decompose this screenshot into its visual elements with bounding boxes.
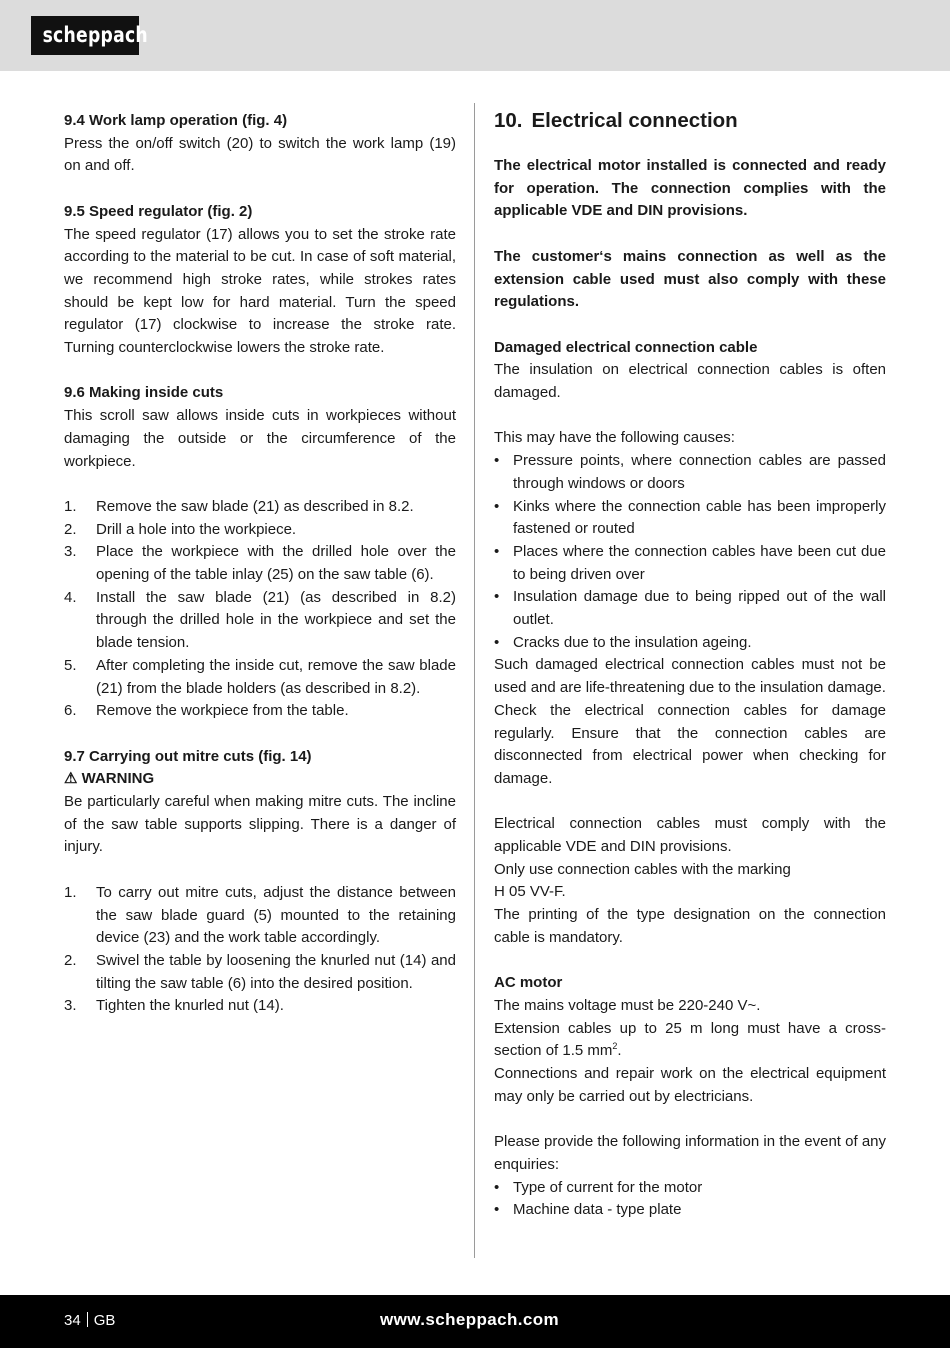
list-item: 1. Remove the saw blade (21) as described in 8.2. [64,497,414,515]
section-title-10: 10. Electrical connection [494,109,738,132]
damaged-cable-text-3: Check the electrical connection cables for damage regularly. Ensure that the connection cables are disconnected from electrical power when checking for damage. [494,701,886,787]
left-column [64,110,456,1018]
intro-paragraph-1: The electrical motor installed is connected and ready for operation. The connection complies with the applicable VDE and DIN provisions. [494,157,886,220]
section-heading-9-4: 9.4 Work lamp operation (fig. 4) [64,112,288,129]
section-heading-9-6: 9.6 Making inside cuts [64,384,224,402]
list-item: 2. Drill a hole into the workpiece. [64,520,297,538]
column-divider [474,103,475,1258]
list-item: 4. Install the saw blade (21) (as described in 8.2) through the drilled hole in the workpiece and set the blade tension. [64,588,456,652]
website-link[interactable]: www.scheppach.com [380,1310,560,1329]
list-item: 6. Remove the workpiece from the table. [64,702,349,720]
causes-list [494,450,886,654]
cables-text-1: Electrical connection cables must comply with the applicable VDE and DIN provisions. [494,815,886,856]
ac-motor-heading: AC motor [494,974,563,992]
section-heading-9-7: 9.7 Carrying out mitre cuts (fig. 14) [64,747,312,765]
section-heading-9-5: 9.5 Speed regulator (fig. 2) [64,202,253,220]
cables-marking: H 05 VV-F. [494,883,566,901]
list-item: • Kinks where the connection cable has been improperly fastened or routed [494,497,886,538]
page-header [0,0,950,71]
enquiry-text: Please provide the following information in the event of any enquiries: [494,1133,886,1173]
cables-text-4: The printing of the type designation on the connection cable is mandatory. [494,906,886,946]
list-item: • Cracks due to the insulation ageing. [494,633,752,651]
inside-cuts-steps [64,496,456,723]
section-text-9-5: The speed regulator (17) allows you to set the stroke rate according to the material to be cut. In case of soft material, we recommend high stroke rates, while strokes rates should be kept low for hard material. Turn the speed regulator (17) clockwise to increase the stroke rate. Turning counterclockwise lowers the stroke rate. [64,225,456,357]
list-item: • Insulation damage due to being ripped out of the wall outlet. [494,588,886,629]
list-item: 1. To carry out mitre cuts, adjust the distance between the saw blade guard (5) mounted to the retaining device (23) and the work table accordingly. [64,883,456,947]
section-text-9-6: This scroll saw allows inside cuts in workpieces without damaging the outside or the circumference of the workpiece. [64,407,456,470]
cables-text-2: Only use connection cables with the marking [494,860,791,878]
list-item: • Type of current for the motor [494,1178,703,1196]
damaged-cable-text: The insulation on electrical connection cables is often damaged. [494,361,886,401]
damaged-cable-text-2: Such damaged electrical connection cables must not be used and are life-threatening due to the insulation damage. [494,656,886,697]
list-item: 2. Swivel the table by loosening the knurled nut (14) and tilting the saw table (6) into the desired position. [64,951,456,992]
scheppach-logo: scheppach [31,16,139,55]
ac-motor-extension: Extension cables up to 25 m long must have a cross-section of 1.5 $mm^2$. [494,1019,886,1060]
list-item: • Places where the connection cables have been cut due to being driven over [494,542,886,583]
list-item: • Machine data - type plate [494,1201,682,1219]
mitre-cuts-steps [64,882,456,1018]
page-footer [0,1295,950,1348]
list-item: 5. After completing the inside cut, remove the saw blade (21) from the blade holders (as described in 8.2). [64,656,456,697]
intro-paragraph-2: The customer‘s mains connection as well as the extension cable used must also comply with these regulations. [494,247,886,311]
ac-motor-voltage: The mains voltage must be 220-240 V~. [494,996,761,1014]
section-text-9-4: Press the on/off switch (20) to switch the work lamp (19) on and off. [64,134,456,175]
enquiry-list [494,1177,886,1222]
section-text-9-7: Be particularly careful when making mitre cuts. The incline of the saw table supports slipping. There is a danger of injury. [64,793,456,856]
list-item: 3. Place the workpiece with the drilled hole over the opening of the table inlay (25) on the saw table (6). [64,543,456,584]
ac-motor-repairs: Connections and repair work on the electrical equipment may only be carried out by electricians. [494,1065,886,1105]
damaged-cable-heading: Damaged electrical connection cable [494,338,758,356]
page-number: 34 GB [64,1312,116,1329]
causes-intro: This may have the following causes: [494,429,735,447]
list-item: • Pressure points, where connection cables are passed through windows or doors [494,452,886,492]
warning-label: ⚠ WARNING [64,770,155,788]
right-column [494,110,886,1222]
list-item: 3. Tighten the knurled nut (14). [64,997,284,1015]
